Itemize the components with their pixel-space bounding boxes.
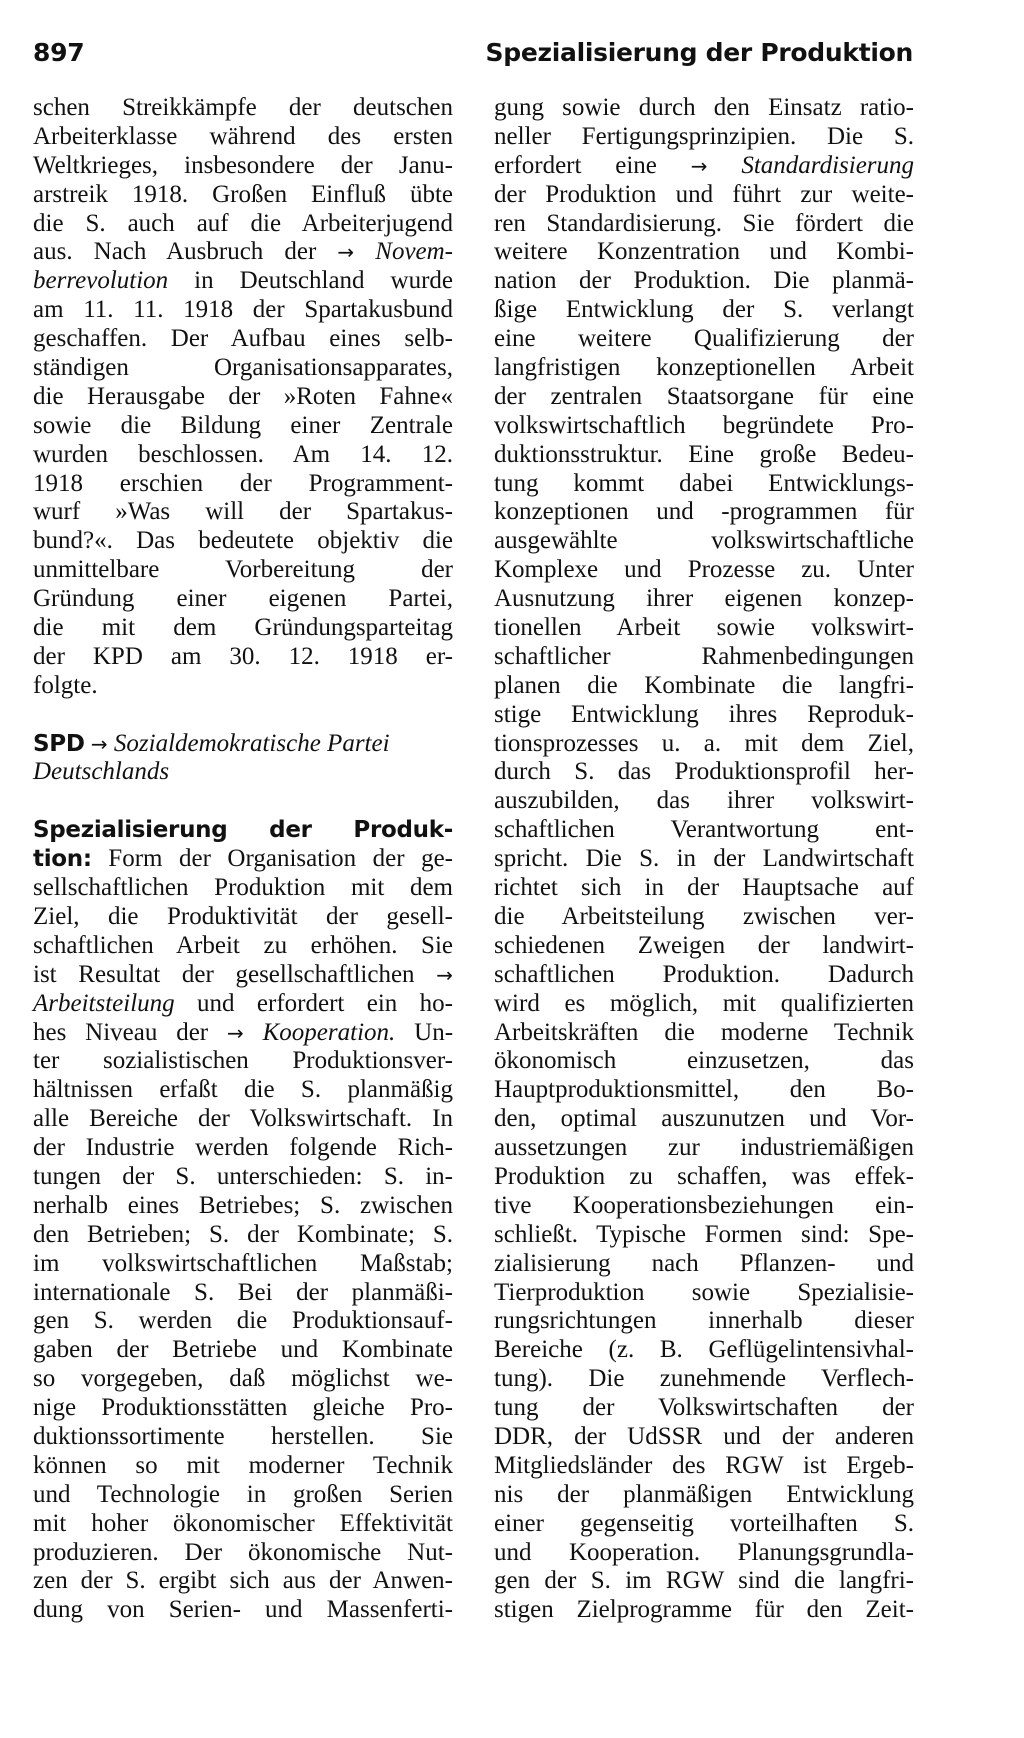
text-line: Arbeiterklasse während des ersten bbox=[33, 122, 453, 150]
cross-reference-arrow-icon: → bbox=[436, 962, 453, 987]
text-line: gen S. werden die Produktionsauf- bbox=[33, 1307, 453, 1335]
text-line: gung sowie durch den Einsatz ratio- bbox=[494, 94, 914, 121]
text-line: schaftlicher Rahmenbedingungen bbox=[494, 642, 914, 670]
text-line: Ziel, die Produktivität der gesell- bbox=[33, 902, 453, 930]
cross-reference-sozialdemokratische-partei[interactable]: Sozialdemokratische Partei bbox=[113, 729, 390, 757]
text-line: Komplexe und Prozesse zu. Unter bbox=[494, 556, 914, 584]
text-line: rungsrichtungen innerhalb dieser bbox=[494, 1307, 914, 1335]
left-column bbox=[33, 94, 453, 1625]
text-segment: in Deutschland wurde bbox=[194, 267, 453, 295]
text-line bbox=[33, 961, 453, 990]
cross-reference-arrow-icon: → bbox=[90, 731, 108, 756]
text-line: tionellen Arbeit sowie volkswirt- bbox=[494, 614, 914, 642]
text-line: tung). Die zunehmende Verflech- bbox=[494, 1365, 914, 1393]
cross-reference-arbeitsteilung[interactable]: Arbeitsteilung bbox=[33, 989, 175, 1017]
right-column bbox=[494, 94, 914, 1625]
text-line: die Arbeitsteilung zwischen ver- bbox=[494, 902, 914, 930]
text-line: Gründung einer eigenen Partei, bbox=[33, 585, 453, 613]
lemma-line bbox=[33, 816, 453, 845]
text-line: aussetzungen zur industriemäßigen bbox=[494, 1134, 914, 1162]
text-line: Tierproduktion sowie Spezialisie- bbox=[494, 1278, 914, 1306]
text-line: einer gegenseitig vorteilhaften S. bbox=[494, 1509, 914, 1537]
text-line bbox=[33, 267, 453, 296]
text-line: der zentralen Staatsorgane für eine bbox=[494, 382, 914, 410]
text-line: nerhalb eines Betriebes; S. zwischen bbox=[33, 1191, 453, 1219]
text-line: duktionsstruktur. Eine große Bedeu- bbox=[494, 440, 914, 468]
text-line: im volkswirtschaftlichen Maßstab; bbox=[33, 1249, 453, 1277]
entry-spacer bbox=[33, 701, 453, 730]
text-segment: Un- bbox=[414, 1018, 454, 1046]
spd-entry-line bbox=[33, 758, 453, 787]
text-line: Weltkrieges, insbesondere der Janu- bbox=[33, 151, 453, 179]
text-segment: ist Resultat der gesellschaftlichen bbox=[33, 960, 415, 988]
text-line: produzieren. Der ökonomische Nut- bbox=[33, 1538, 453, 1566]
lemma-spd: SPD bbox=[33, 730, 85, 757]
text-line: die mit dem Gründungsparteitag bbox=[33, 614, 453, 642]
running-head: Spezialisierung der Produktion bbox=[485, 38, 913, 67]
cross-reference-standardisierung[interactable]: Standardisierung bbox=[741, 151, 915, 179]
text-line: neller Fertigungsprinzipien. Die S. bbox=[494, 122, 914, 150]
text-line: spricht. Die S. in der Landwirtschaft bbox=[494, 845, 914, 873]
text-line bbox=[33, 238, 453, 267]
text-line: stige Entwicklung ihres Reproduk- bbox=[494, 700, 914, 728]
text-line: am 11. 11. 1918 der Spartakusbund bbox=[33, 296, 453, 324]
text-line: Arbeitskräften die moderne Technik bbox=[494, 1018, 914, 1046]
text-line: nis der planmäßigen Entwicklung bbox=[494, 1480, 914, 1508]
text-line: schaftlichen Arbeit zu erhöhen. Sie bbox=[33, 931, 453, 959]
text-line: wurf »Was will der Spartakus- bbox=[33, 498, 453, 526]
text-line: wurden beschlossen. Am 14. 12. bbox=[33, 440, 453, 468]
text-line: durch S. das Produktionsprofil her- bbox=[494, 758, 914, 786]
text-line: können so mit moderner Technik bbox=[33, 1451, 453, 1479]
text-line: tive Kooperationsbeziehungen ein- bbox=[494, 1191, 914, 1219]
text-line: unmittelbare Vorbereitung der bbox=[33, 556, 453, 584]
text-line: tung kommt dabei Entwicklungs- bbox=[494, 469, 914, 497]
text-line: konzeptionen und -programmen für bbox=[494, 498, 914, 526]
text-line: volkswirtschaftlich begründete Pro- bbox=[494, 411, 914, 439]
text-line: ter sozialistischen Produktionsver- bbox=[33, 1047, 453, 1075]
text-line: arstreik 1918. Großen Einfluß übte bbox=[33, 180, 453, 208]
text-line: dung von Serien- und Massenferti- bbox=[33, 1596, 453, 1624]
text-line: tung der Volkswirtschaften der bbox=[494, 1394, 914, 1422]
text-line bbox=[33, 845, 453, 874]
cross-reference-deutschlands[interactable]: Deutschlands bbox=[33, 758, 170, 786]
text-line: ren Standardisierung. Sie fördert die bbox=[494, 209, 914, 237]
text-line: Hauptproduktionsmittel, den Bo- bbox=[494, 1076, 914, 1104]
text-line: schließt. Typische Formen sind: Spe- bbox=[494, 1220, 914, 1248]
cross-reference-kooperation[interactable]: Kooperation. bbox=[262, 1018, 396, 1046]
text-line: DDR, der UdSSR und der anderen bbox=[494, 1422, 914, 1450]
text-line: ständigen Organisationsapparates, bbox=[33, 354, 453, 382]
text-line: sowie die Bildung einer Zentrale bbox=[33, 411, 453, 439]
text-line: planen die Kombinate die langfri- bbox=[494, 671, 914, 699]
text-line: ßige Entwicklung der S. verlangt bbox=[494, 296, 914, 324]
text-line: schen Streikkämpfe der deutschen bbox=[33, 94, 453, 121]
spd-entry-line bbox=[33, 730, 453, 759]
text-line: internationale S. Bei der planmäßi- bbox=[33, 1278, 453, 1306]
text-segment: hes Niveau der bbox=[33, 1018, 209, 1046]
lemma-spezialisierung: Spezialisierung der Produk- bbox=[33, 817, 453, 844]
text-line: richtet sich in der Hauptsache auf bbox=[494, 874, 914, 902]
text-line: die S. auch auf die Arbeiterjugend bbox=[33, 209, 453, 237]
text-line: schaftlichen Produktion. Dadurch bbox=[494, 960, 914, 988]
text-line: so vorgegeben, daß möglichst we- bbox=[33, 1365, 453, 1393]
text-line: alle Bereiche der Volkswirtschaft. In bbox=[33, 1105, 453, 1133]
text-line: und Kooperation. Planungsgrundla- bbox=[494, 1538, 914, 1566]
text-line: nige Produktionsstätten gleiche Pro- bbox=[33, 1394, 453, 1422]
text-line: den, optimal auszunutzen und Vor- bbox=[494, 1105, 914, 1133]
text-line: bund?«. Das bedeutete objektiv die bbox=[33, 527, 453, 555]
entry-spacer bbox=[33, 787, 453, 816]
text-line: tungen der S. unterschieden: S. in- bbox=[33, 1162, 453, 1190]
text-line: der Industrie werden folgende Rich- bbox=[33, 1134, 453, 1162]
text-line: Bereiche (z. B. Geflügelintensivhal- bbox=[494, 1336, 914, 1364]
text-segment: und erfordert ein ho- bbox=[197, 989, 454, 1017]
cross-reference-arrow-icon: → bbox=[337, 240, 355, 265]
text-segment: aus. Nach Ausbruch der bbox=[33, 238, 317, 266]
text-line: zen der S. ergibt sich aus der Anwen- bbox=[33, 1567, 453, 1595]
text-line: die Herausgabe der »Roten Fahne« bbox=[33, 382, 453, 410]
lemma-spezialisierung-cont: tion: bbox=[33, 846, 92, 873]
text-line: eine weitere Qualifizierung der bbox=[494, 325, 914, 353]
text-line: Produktion zu schaffen, was effek- bbox=[494, 1162, 914, 1190]
text-line: duktionssortimente herstellen. Sie bbox=[33, 1422, 453, 1450]
text-line: wird es möglich, mit qualifizierten bbox=[494, 989, 914, 1017]
text-line: gaben der Betriebe und Kombinate bbox=[33, 1336, 453, 1364]
text-line: Mitgliedsländer des RGW ist Ergeb- bbox=[494, 1451, 914, 1479]
text-line: auszubilden, das ihrer volkswirt- bbox=[494, 787, 914, 815]
text-line: der KPD am 30. 12. 1918 er- bbox=[33, 642, 453, 670]
text-line: folgte. bbox=[33, 671, 98, 699]
text-line: tionsprozesses u. a. mit dem Ziel, bbox=[494, 729, 914, 757]
cross-reference-arrow-icon: → bbox=[690, 153, 708, 178]
text-line: langfristigen konzeptionellen Arbeit bbox=[494, 354, 914, 382]
text-line: den Betrieben; S. der Kombinate; S. bbox=[33, 1220, 453, 1248]
page-header bbox=[33, 38, 913, 72]
cross-reference-arrow-icon: → bbox=[227, 1020, 244, 1045]
text-line bbox=[33, 1019, 453, 1048]
text-line: hältnissen erfaßt die S. planmäßig bbox=[33, 1076, 453, 1104]
text-line: und Technologie in großen Serien bbox=[33, 1480, 453, 1508]
text-line: schiedenen Zweigen der landwirt- bbox=[494, 931, 914, 959]
text-line: ökonomisch einzusetzen, das bbox=[494, 1047, 914, 1075]
text-segment: Form der Organisation der ge- bbox=[108, 845, 453, 873]
text-segment: erfordert eine bbox=[494, 151, 657, 179]
text-line bbox=[494, 152, 914, 181]
text-line: nation der Produktion. Die planmä- bbox=[494, 267, 914, 295]
text-line: ausgewählte volkswirtschaftliche bbox=[494, 527, 914, 555]
text-line: gen der S. im RGW sind die langfri- bbox=[494, 1567, 914, 1595]
text-line: 1918 erschien der Programment- bbox=[33, 469, 453, 497]
text-line bbox=[33, 990, 453, 1019]
text-line: schaftlichen Verantwortung ent- bbox=[494, 816, 914, 844]
page-number: 897 bbox=[33, 38, 85, 67]
text-line: geschaffen. Der Aufbau eines selb- bbox=[33, 325, 453, 353]
text-line: der Produktion und führt zur weite- bbox=[494, 180, 914, 208]
text-line: sellschaftlichen Produktion mit dem bbox=[33, 874, 453, 902]
text-line: weitere Konzentration und Kombi- bbox=[494, 238, 914, 266]
text-line: Ausnutzung ihrer eigenen konzep- bbox=[494, 585, 914, 613]
cross-reference-novemberrevolution[interactable]: Novem- bbox=[375, 238, 454, 266]
text-line: mit hoher ökonomischer Effektivität bbox=[33, 1509, 453, 1537]
text-line: zialisierung nach Pflanzen- und bbox=[494, 1249, 914, 1277]
cross-reference-novemberrevolution-cont[interactable]: berrevolution bbox=[33, 267, 169, 295]
text-line: stigen Zielprogramme für den Zeit- bbox=[494, 1596, 914, 1624]
